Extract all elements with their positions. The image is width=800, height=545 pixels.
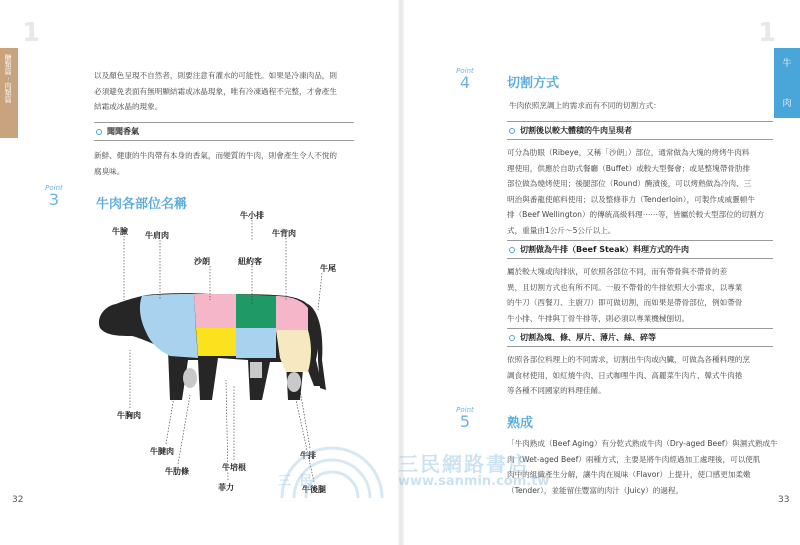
aging-line: （Tender），並能留住豐富的肉汁（Juicy）的過程。	[507, 485, 684, 495]
watermark-url: www.sanmin.com.tw	[398, 474, 550, 489]
point-label: Point	[456, 406, 474, 414]
intro-line: 以及顏色呈現不自然者，則要注意有灌水的可能性。如果是冷凍肉品，則	[94, 71, 337, 80]
watermark-small-text: 三 民	[278, 474, 315, 489]
label-flank: 牛培根	[222, 463, 246, 472]
right-side-tab-label: 牛	[782, 59, 792, 69]
label-back-ribs: 牛背肉	[272, 229, 296, 238]
section-title-cutting: 切割方式	[507, 76, 560, 91]
sub3-paragraph	[507, 352, 779, 399]
watermark-text: 三民網路書店	[398, 452, 530, 476]
point-5-marker	[453, 406, 477, 430]
left-page-number: 32	[12, 495, 24, 505]
sub3-line: 調食材使用，如紅燒牛肉、日式咖哩牛肉、高麗菜牛肉片、韓式牛肉捲	[507, 370, 743, 380]
right-page-number: 33	[778, 495, 790, 505]
section-title-beef-parts: 牛肉各部位名稱	[96, 197, 188, 212]
bullet-circle-icon	[509, 247, 515, 253]
smell-heading: 聞聞香氣	[96, 126, 139, 137]
section-title-aging: 熟成	[507, 416, 534, 431]
sub2-line: 牛小排、牛排與丁骨牛排等，則必須以專業機械刨切。	[507, 313, 690, 323]
sub1-paragraph	[507, 145, 779, 238]
divider	[507, 121, 773, 122]
sub1-line: 理使用，供應於自助式餐廳（Buffet）或較大型餐會；或是整塊帶骨肋排	[507, 163, 751, 173]
intro-line: 結霜或冰晶的現象。	[94, 102, 163, 111]
aging-line: 「牛肉熟成（Beef Aging）有分乾式熟成牛肉（Dry-aged Beef）與濕式熟成牛	[507, 439, 778, 448]
point-number: 3	[48, 190, 60, 209]
label-tenderloin: 牛小排	[240, 211, 264, 220]
label-front-shank: 牛腱肉	[150, 447, 174, 456]
smell-line: 腐臭味。	[94, 166, 125, 176]
label-brisket: 牛胸肉	[117, 411, 141, 420]
bullet-circle-icon	[509, 335, 515, 341]
sub3-line: 依照各部位料理上的不同需求，切割出牛肉或內臟，可做為各種料理的烹	[507, 355, 750, 364]
right-side-tab	[774, 48, 800, 118]
bullet-circle-icon	[509, 128, 515, 134]
right-corner-mark: 1	[758, 18, 777, 48]
left-corner-mark: 1	[22, 18, 41, 48]
label-fillet: 菲力	[218, 483, 234, 492]
divider	[507, 240, 773, 241]
sub2-line: 異，且切割方式也有所不同。一般不帶骨的牛排依照大小需求，以專業	[507, 282, 743, 292]
left-side-tab-label: 醣類篇 · 肉類篇	[4, 54, 12, 103]
sub1-line: 排（Beef Wellington）的傳統高級料理⋯⋯等，皆屬於較大型部位的切割方	[507, 210, 765, 219]
sub3-heading: 切割為塊、條、厚片、薄片、絲、碎等	[509, 332, 656, 343]
aging-line: 肉中的組織產生分解，讓牛肉在風味（Flavor）上提升，使口感更加柔嫩	[507, 470, 751, 479]
label-rump: 牛排	[300, 451, 316, 460]
label-cheek: 牛臉	[112, 227, 128, 236]
point-number: 5	[459, 412, 471, 431]
sub3-line: 等各種不同國家的料理佳餚。	[507, 386, 606, 395]
aging-line: 肉（Wet-aged Beef）兩種方式，主要是將牛肉經過加工處理後，可以使肌	[507, 454, 761, 464]
divider	[507, 346, 773, 347]
point-label: Point	[456, 67, 474, 75]
cutting-intro: 牛肉依照烹調上的需求而有不同的切割方式：	[509, 101, 661, 110]
sub2-line: 的牛刀（西餐刀、主廚刀）即可做切割，而如果是帶骨部位，例如帶骨	[507, 298, 743, 307]
right-side-tab-label: 肉	[782, 99, 792, 109]
label-hind-shank: 牛後腿	[302, 485, 326, 494]
sub2-line: 屬於較大塊或肉排狀，可依照各部位不同，而有帶骨與不帶骨的差	[507, 267, 728, 276]
smell-line: 新鮮、健康的牛肉帶有本身的香氣，而變質的牛肉，則會產生令人不悅的	[94, 151, 337, 160]
sub2-paragraph	[507, 264, 779, 326]
sub1-line: 式，重量由1公斤～5公斤以上。	[507, 225, 616, 235]
divider	[507, 139, 773, 140]
label-ribeye: 紐約客	[238, 257, 262, 266]
sub1-line: 可分為肋眼（Ribeye，又稱「沙朗」）部位，通常做為大塊的烤烤牛肉料	[507, 148, 750, 157]
sub1-line: 部位做為燒烤使用；後腿部位（Round）醃漬後，可以烤熟做為冷肉、三	[507, 179, 752, 188]
label-chuck-roll: 沙朗	[194, 257, 210, 266]
sub1-heading: 切割後以較大體積的牛肉呈現者	[509, 125, 632, 136]
point-number: 4	[459, 73, 471, 92]
intro-line: 必須避免表面有無明顯結霜或冰晶現象，唯有冷凍過程不完整，才會產生	[94, 86, 337, 96]
point-4-marker	[453, 67, 477, 91]
label-short-plate: 牛肋條	[165, 467, 189, 476]
label-tail: 牛尾	[320, 264, 336, 273]
divider	[507, 258, 773, 259]
sub2-heading: 切割做為牛排（Beef Steak）料理方式的牛肉	[509, 244, 689, 255]
label-shoulder: 牛肩肉	[145, 231, 169, 240]
point-label: Point	[45, 184, 63, 192]
sub1-line: 明治與番龍使館料使用；以及整條菲力（Tenderloin），可製作成威靈頓牛	[507, 194, 755, 204]
divider	[507, 328, 773, 329]
